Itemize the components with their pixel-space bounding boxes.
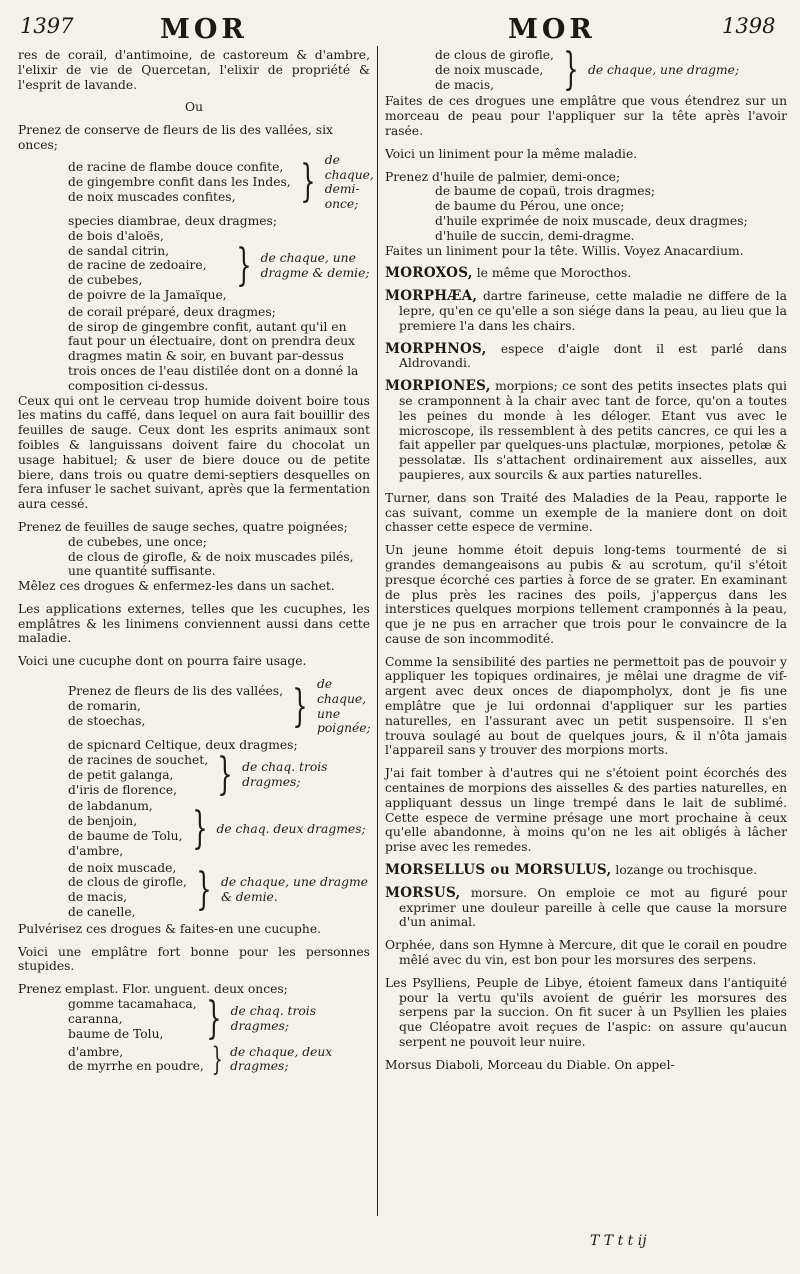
brace-mark: } <box>211 1040 223 1079</box>
dictionary-entry <box>385 289 787 333</box>
recipe-group <box>18 799 370 858</box>
recipe-item: caranna, <box>68 1011 123 1026</box>
entry-text: dartre farineuse, cette maladie ne differe de la lepre, qu'en ce qu'elle a son siége dans la peau, au lieu que la premiere l'a dans les chairs. <box>399 289 788 333</box>
entry-text: morsure. On emploie ce mot au figuré pour exprimer une douleur pareille à celle que cause la morsure d'un animal. <box>399 885 787 930</box>
dictionary-entry <box>385 342 787 372</box>
dictionary-entry <box>385 886 787 930</box>
recipe-item: de sandal citrin, <box>68 243 170 258</box>
recipe-group-items <box>435 48 554 92</box>
recipe-quantity: de chaque, une dragme; <box>587 62 740 77</box>
right-running-head: MOR <box>508 14 596 45</box>
recipe-item: de racine de flambe douce confite, <box>68 160 284 175</box>
column-divider <box>377 46 378 1216</box>
recipe-item: de noix muscade, <box>68 860 177 875</box>
entry-text: lozange ou trochisque. <box>615 863 758 878</box>
paragraph: Ceux qui ont le cerveau trop humide doivent boire tous les matins du caffé, dans lequel on aura fait bouillir des feuilles de sauge. Ceux dont les esprits animaux sont foibles & languissans doivent faire du chocolat un usage habituel; & user de biere douce ou de petite biere, dans trois ou quatre demi-septiers desquelles on fera infuser le sachet suivant, après que la fermentation aura cessé. <box>18 393 370 512</box>
signature-mark: T T t t ij <box>590 1233 647 1249</box>
recipe-item: de stoechas, <box>68 714 146 729</box>
spacer <box>18 1075 370 1077</box>
recipe-line: Prenez de feuilles de sauge seches, quatre poignées; <box>18 519 348 534</box>
recipe-line: d'huile exprimée de noix muscade, deux dragmes; <box>435 213 748 228</box>
recipe-group-items <box>68 229 227 303</box>
paragraph: Comme la sensibilité des parties ne permettoit pas de pouvoir y appliquer les topiques ordinaires, je mêlai une dragme de vif-argent avec deux onces de diapompholyx, dont je fis une emplâtre que je lui ordonnai d'appliquer sur les parties naturelles, en l'assurant avec un petit suspensoire. Il s'en trouva soulagé au bout de quelques jours, & il n'ôta jamais l'appareil sans y trouver des morpions morts. <box>385 654 787 758</box>
recipe-item: de poivre de la Jamaïque, <box>68 287 227 302</box>
recipe-item: de baume de Tolu, <box>68 829 183 844</box>
paragraph: Orphée, dans son Hymne à Mercure, dit que le corail en poudre mêlé avec du vin, est bon pour les morsures des serpens. <box>385 938 787 968</box>
recipe-line: de corail préparé, deux dragmes; <box>68 304 276 319</box>
recipe-item: d'iris de florence, <box>68 782 178 797</box>
brace-mark: } <box>292 680 308 732</box>
recipe-quantity: de chaque, une dragme & demie; <box>260 250 370 280</box>
recipe-group <box>18 152 374 212</box>
paragraph: Pulvérisez ces drogues & faites-en une cucuphe. <box>18 921 322 936</box>
recipe-item: de racines de souchet, <box>68 753 209 768</box>
recipe-item: Prenez de fleurs de lis des vallées, <box>68 684 283 699</box>
recipe-item: de clous de girofle, <box>435 48 554 62</box>
paragraph: Un jeune homme étoit depuis long-tems tourmenté de si grandes demangeaisons au pubis & au scrotum, qu'il s'étoit presque écorché ces parties à force de se grater. En examinant de plus près les racines des poils, j'apperçus dans les interstices quelques morpions tellement cramponnés à la peau, que je ne pus en arracher que trois pour le convaincre de la cause de son incommodité. <box>385 543 787 646</box>
recipe-line: d'huile de succin, demi-dragme. <box>435 228 635 243</box>
recipe-group-items <box>68 799 183 858</box>
brace-mark: } <box>191 803 208 855</box>
paragraph: Voici un liniment pour la même maladie. <box>385 146 638 161</box>
recipe-group <box>18 749 370 801</box>
recipe-item: de myrrhe en poudre, <box>68 1059 204 1074</box>
recipe-item: de macis, <box>435 77 495 92</box>
recipe-line: Prenez emplast. Flor. unguent. deux onces; <box>18 982 288 997</box>
brace-mark: } <box>196 864 212 916</box>
recipe-item: de romarin, <box>68 699 141 714</box>
brace-mark: } <box>563 44 579 96</box>
dictionary-entry <box>385 266 787 281</box>
paragraph: J'ai fait tomber à d'autres qui ne s'étoient point écorchés des centaines de morpions des aisselles & des parties naturelles, en appliquant dessus un linge trempé dans le lait de sublimé. Cette espece de vermine présage une mort prochaine à ceux qu'elle abandonne, à moins qu'on ne les ait obligés à lâcher prise avec les remedes. <box>385 766 787 855</box>
paragraph: Voici une cucuphe dont on pourra faire usage. <box>18 654 307 669</box>
recipe-group <box>385 44 787 96</box>
recipe-item: de racine de zedoaire, <box>68 258 207 273</box>
paragraph: Les Psylliens, Peuple de Libye, étoient fameux dans l'antiquité pour la vertu qu'ils avoient de guérir les morsures des serpens par la succion. On fit sucer à un Psyllien les plaies que Cléopatre avoit reçues de l'aspic: on assure qu'aucun serpent ne pouvoit leur nuire. <box>385 975 787 1050</box>
recipe-group <box>18 861 370 920</box>
recipe-line: de clous de girofle, & de noix muscades pilés, une quantité suffisante. <box>68 549 354 579</box>
recipe-item: d'ambre, <box>68 1044 124 1059</box>
entry-term: MORSUS, <box>385 884 461 901</box>
entry-term: MORPHÆA, <box>385 288 478 305</box>
recipe-item: de benjoin, <box>68 814 138 829</box>
recipe-item: de labdanum, <box>68 799 153 814</box>
recipe-group-items <box>68 160 291 204</box>
paragraph: Morsus Diaboli, Morceau du Diable. On appel- <box>385 1057 675 1072</box>
recipe-item: de cubebes, <box>68 273 143 288</box>
recipe-item: de noix muscade, <box>435 62 544 77</box>
left-page-number: 1397 <box>20 14 74 38</box>
recipe-quantity: de chaque, demi-once; <box>324 152 374 212</box>
brace-mark: } <box>205 993 222 1045</box>
right-column <box>385 44 788 1081</box>
recipe-group-items <box>68 861 187 920</box>
recipe-item: gomme tacamahaca, <box>68 997 197 1012</box>
recipe-item: de macis, <box>68 890 128 905</box>
entry-text: morpions; ce sont des petits insectes plats qui se cramponnent à la chair avec tant de force, qu'on a toutes les peines du monde à les déloger. Etant vus avec le microscope, ils ressemblent à des petits cancres, ce qui les a fait appeller par quelques-uns plactulæ, morpiones, petolæ & pessolatæ. Ils s'attachent ordinairement aux aisselles, aux paupieres, aux sourcils & aux parties naturelles. <box>399 379 787 482</box>
left-column <box>18 48 374 1079</box>
recipe-line: de spicnard Celtique, deux dragmes; <box>68 738 298 753</box>
brace-mark: } <box>235 239 252 291</box>
paragraph: Mêlez ces drogues & enfermez-les dans un sachet. <box>18 579 335 594</box>
recipe-item: de bois d'aloës, <box>68 228 164 243</box>
recipe-item: de noix muscades confites, <box>68 189 236 204</box>
recipe-item: de gingembre confit dans les Indes, <box>68 174 291 189</box>
dictionary-entry <box>385 863 787 878</box>
dictionary-entry <box>385 379 787 483</box>
paragraph: Faites un liniment pour la tête. Willis. Voyez Anacardium. <box>385 243 744 258</box>
recipe-group <box>18 993 370 1045</box>
right-page-number: 1398 <box>722 14 776 38</box>
recipe-quantity: de chaq. trois dragmes; <box>230 1004 317 1034</box>
recipe-group-items <box>68 997 197 1041</box>
recipe-item: d'ambre, <box>68 843 124 858</box>
recipe-group-items <box>68 684 283 728</box>
entry-text: espece d'aigle dont il est parlé dans Aldrovandi. <box>399 341 787 371</box>
recipe-group-items <box>68 1045 204 1075</box>
recipe-quantity: de chaq. trois dragmes; <box>242 760 328 790</box>
recipe-line: Prenez d'huile de palmier, demi-once; <box>385 169 621 184</box>
recipe-item: de clous de girofle, <box>68 875 187 890</box>
entry-text: le même que Morocthos. <box>476 266 632 281</box>
recipe-quantity: de chaque, deux dragmes; <box>230 1044 333 1074</box>
recipe-group <box>18 677 370 736</box>
recipe-item: baume de Tolu, <box>68 1026 164 1041</box>
recipe-quantity: de chaque, une poignée; <box>317 677 371 736</box>
paragraph: Turner, dans son Traité des Maladies de la Peau, rapporte le cas suivant, comme un exemple de la maniere dont on doit chasser cette espece de vermine. <box>385 490 787 535</box>
recipe-line: species diambrae, deux dragmes; <box>68 213 278 228</box>
paragraph: Les applications externes, telles que les cucuphes, les emplâtres & les linimens conviennent aussi dans cette maladie. <box>18 601 370 646</box>
recipe-item: de petit galanga, <box>68 767 174 782</box>
entry-term: MORPHNOS, <box>385 340 487 357</box>
recipe-line: de baume de copaü, trois dragmes; <box>435 184 656 199</box>
recipe-group <box>18 229 370 303</box>
section-heading: Ou <box>184 100 203 115</box>
recipe-group-items <box>68 753 208 797</box>
recipe-line: de cubebes, une once; <box>68 534 207 549</box>
brace-mark: } <box>300 156 316 208</box>
recipe-line: Prenez de conserve de fleurs de lis des vallées, six onces; <box>18 123 333 152</box>
recipe-group <box>18 1040 370 1079</box>
paragraph: Faites de ces drogues une emplâtre que vous étendrez sur un morceau de peau pour l'appliquer sur la tête après l'avoir rasée. <box>385 94 787 138</box>
paragraph: Voici une emplâtre fort bonne pour les personnes stupides. <box>18 944 370 974</box>
entry-term: MORSELLUS ou MORSULUS, <box>385 862 612 879</box>
left-running-head: MOR <box>160 14 248 45</box>
entry-term: MORPIONES, <box>385 378 491 395</box>
recipe-line: de baume du Pérou, une once; <box>435 199 625 214</box>
paragraph: res de corail, d'antimoine, de castoreum & d'ambre, l'elixir de vie de Quercetan, l'elixir de propriété & l'esprit de lavande. <box>18 48 370 92</box>
recipe-quantity: de chaq. deux dragmes; <box>216 821 366 836</box>
recipe-quantity: de chaque, une dragme & demie. <box>220 875 368 905</box>
recipe-item: de canelle, <box>68 905 136 920</box>
brace-mark: } <box>217 749 233 801</box>
recipe-line: de sirop de gingembre confit, autant qu'il en faut pour un électuaire, dont on prendra deux dragmes matin & soir, en buvant par-dessus trois onces de l'eau distilée dont on a donné la composition ci-dessus. <box>68 319 359 393</box>
entry-term: MOROXOS, <box>385 265 473 282</box>
